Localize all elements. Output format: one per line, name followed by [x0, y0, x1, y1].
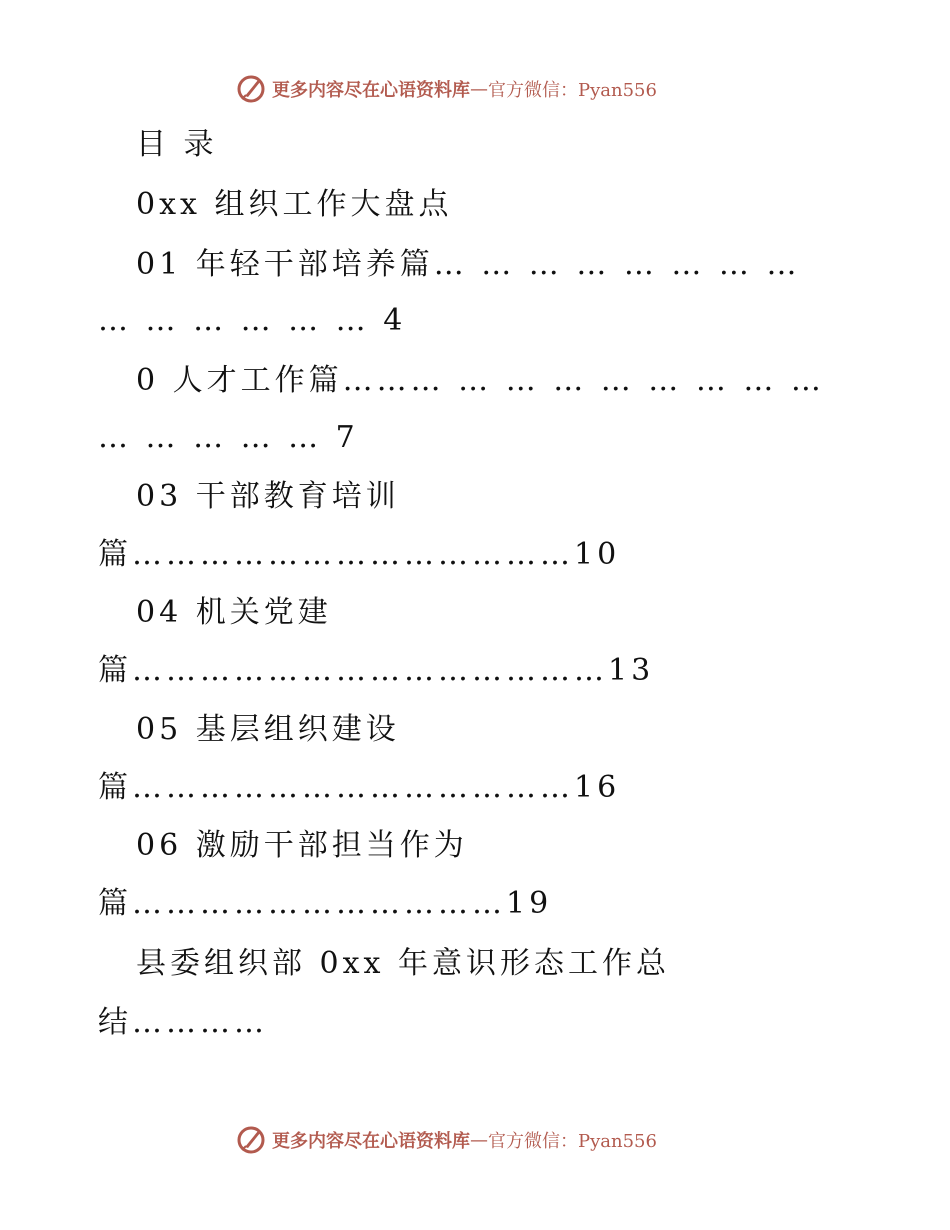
watermark-main-text: 更多内容尽在心语资料库	[272, 80, 470, 101]
toc-entry-01: 01 年轻干部培养篇… … … … … … … …	[136, 247, 801, 282]
toc-entry-02-page: … … … … … 7	[98, 420, 359, 455]
toc-entry-05-page: 篇…………………………………16	[98, 770, 621, 805]
header-watermark	[236, 72, 657, 106]
watermark-sub-text: 官方微信：Pyan556	[488, 1131, 657, 1152]
watermark-sub-text: 官方微信：Pyan556	[488, 80, 657, 101]
toc-entry-01-page: … … … … … … 4	[98, 303, 407, 338]
watermark-dash: —	[470, 78, 488, 100]
toc-subtitle: 0xx 组织工作大盘点	[136, 187, 453, 222]
toc-entry-02: 0 人才工作篇……… … … … … … … … …	[136, 363, 825, 398]
toc-entry-04-page: 篇……………………………………13	[98, 653, 655, 688]
toc-entry-07-page: 结…………	[98, 1005, 268, 1040]
toc-entry-03-page: 篇…………………………………10	[98, 537, 621, 572]
toc-entry-03: 03 干部教育培训	[136, 479, 400, 514]
toc-heading: 目 录	[136, 127, 218, 162]
quill-pen-logo-icon	[236, 1125, 266, 1155]
toc-entry-07: 县委组织部 0xx 年意识形态工作总	[136, 946, 670, 981]
toc-entry-04: 04 机关党建	[136, 595, 332, 630]
toc-entry-06: 06 激励干部担当作为	[136, 828, 468, 863]
watermark-dash: —	[470, 1129, 488, 1151]
watermark-main-text: 更多内容尽在心语资料库	[272, 1131, 470, 1152]
toc-entry-06-page: 篇……………………………19	[98, 886, 553, 921]
footer-watermark	[236, 1123, 657, 1157]
quill-pen-logo-icon	[236, 74, 266, 104]
toc-entry-05: 05 基层组织建设	[136, 712, 400, 747]
